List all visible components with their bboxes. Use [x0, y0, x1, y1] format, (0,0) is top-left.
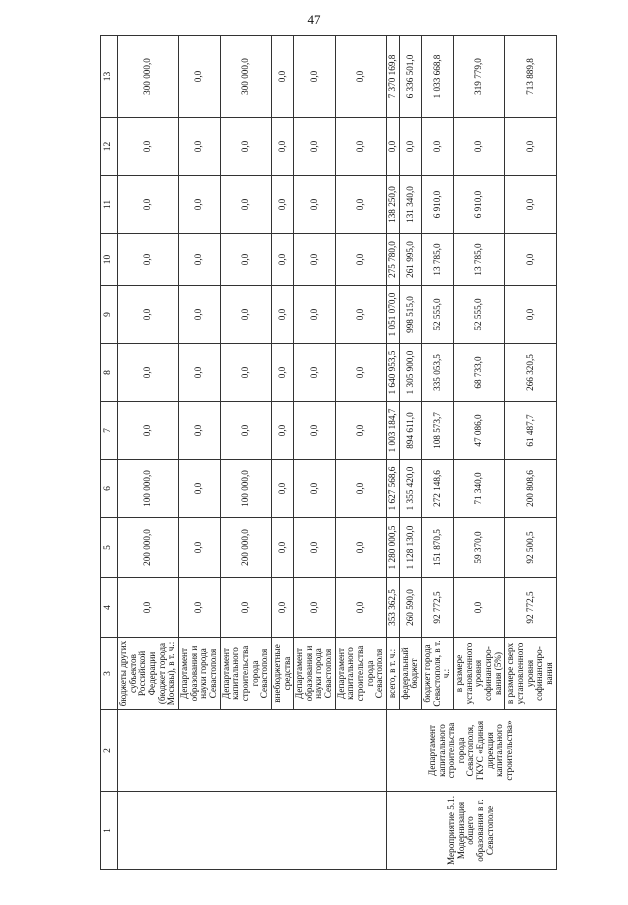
value-cell: 0,0 — [271, 176, 293, 234]
row-label: федеральный бюджет — [399, 638, 421, 710]
value-cell: 1 640 953,5 — [387, 344, 400, 402]
value-cell: 0,0 — [271, 344, 293, 402]
value-cell: 260 590,0 — [399, 578, 421, 638]
value-cell: 1 051 070,0 — [387, 286, 400, 344]
value-cell: 0,0 — [335, 518, 386, 578]
value-cell: 0,0 — [399, 118, 421, 176]
page-number: 47 — [307, 12, 321, 27]
value-cell: 0,0 — [505, 118, 556, 176]
value-cell: 0,0 — [220, 176, 271, 234]
value-cell: 0,0 — [335, 344, 386, 402]
value-cell: 0,0 — [118, 286, 179, 344]
value-cell: 0,0 — [220, 344, 271, 402]
empty-cell — [118, 710, 387, 792]
value-cell: 0,0 — [294, 344, 336, 402]
col-header-13: 13 — [101, 36, 118, 118]
total-cell: 0,0 — [178, 36, 220, 118]
value-cell: 0,0 — [271, 460, 293, 518]
value-cell: 13 785,0 — [422, 234, 454, 286]
total-cell: 0,0 — [271, 36, 293, 118]
value-cell: 275 780,0 — [387, 234, 400, 286]
table-row — [118, 36, 179, 870]
value-cell: 59 370,0 — [454, 518, 505, 578]
value-cell: 0,0 — [422, 118, 454, 176]
value-cell: 138 250,0 — [387, 176, 400, 234]
value-cell: 0,0 — [220, 234, 271, 286]
value-cell: 0,0 — [118, 402, 179, 460]
total-cell: 319 779,0 — [454, 36, 505, 118]
value-cell: 52 555,0 — [422, 286, 454, 344]
value-cell: 61 487,7 — [505, 402, 556, 460]
value-cell: 0,0 — [335, 578, 386, 638]
col-header-5: 5 — [101, 518, 118, 578]
value-cell: 0,0 — [294, 176, 336, 234]
value-cell: 200 000,0 — [220, 518, 271, 578]
value-cell: 0,0 — [118, 344, 179, 402]
value-cell: 0,0 — [118, 118, 179, 176]
value-cell: 0,0 — [118, 176, 179, 234]
row-label: Департамент образования и науки города Севастополя — [294, 638, 336, 710]
value-cell: 0,0 — [294, 286, 336, 344]
value-cell: 0,0 — [178, 344, 220, 402]
value-cell: 0,0 — [178, 286, 220, 344]
total-cell: 0,0 — [335, 36, 386, 118]
value-cell: 894 611,0 — [399, 402, 421, 460]
measure-executor: Департамент капитального строительства города Севастополя, ГКУС «Единая дирекция капитального строительства» — [387, 710, 557, 792]
value-cell: 1 627 568,6 — [387, 460, 400, 518]
value-cell: 100 000,0 — [220, 460, 271, 518]
value-cell: 0,0 — [178, 176, 220, 234]
value-cell: 1 305 900,0 — [399, 344, 421, 402]
row-label: Департамент образования и науки города Севастополя — [178, 638, 220, 710]
row-label: Департамент капитального строительства города Севастополя — [220, 638, 271, 710]
total-cell: 300 000,0 — [118, 36, 179, 118]
value-cell: 0,0 — [220, 578, 271, 638]
value-cell: 0,0 — [335, 402, 386, 460]
col-header-3: 3 — [101, 638, 118, 710]
value-cell: 0,0 — [220, 118, 271, 176]
value-cell: 200 000,0 — [118, 518, 179, 578]
value-cell: 998 515,0 — [399, 286, 421, 344]
value-cell: 0,0 — [335, 234, 386, 286]
col-header-4: 4 — [101, 578, 118, 638]
value-cell: 0,0 — [271, 118, 293, 176]
value-cell: 108 573,7 — [422, 402, 454, 460]
col-header-7: 7 — [101, 402, 118, 460]
col-header-8: 8 — [101, 344, 118, 402]
row-label: в размере установленного уровня софинансиро-вания (5%) — [454, 638, 505, 710]
col-header-12: 12 — [101, 118, 118, 176]
value-cell: 1 355 420,0 — [399, 460, 421, 518]
col-header-11: 11 — [101, 176, 118, 234]
value-cell: 353 362,5 — [387, 578, 400, 638]
value-cell: 200 808,6 — [505, 460, 556, 518]
value-cell: 92 772,5 — [422, 578, 454, 638]
value-cell: 68 733,0 — [454, 344, 505, 402]
row-label: в размере сверх установленного уровня софинансиро-вания — [505, 638, 556, 710]
value-cell: 0,0 — [178, 402, 220, 460]
value-cell: 0,0 — [294, 460, 336, 518]
value-cell: 0,0 — [118, 234, 179, 286]
col-header-10: 10 — [101, 234, 118, 286]
value-cell: 0,0 — [271, 234, 293, 286]
value-cell: 335 053,5 — [422, 344, 454, 402]
value-cell: 0,0 — [178, 518, 220, 578]
header-row — [101, 36, 118, 870]
value-cell: 0,0 — [454, 118, 505, 176]
value-cell: 0,0 — [271, 518, 293, 578]
row-label: Департамент капитального строительства города Севастополя — [335, 638, 386, 710]
value-cell: 0,0 — [271, 286, 293, 344]
total-cell: 1 033 668,8 — [422, 36, 454, 118]
total-cell: 713 889,8 — [505, 36, 556, 118]
value-cell: 6 910,0 — [422, 176, 454, 234]
value-cell: 0,0 — [294, 402, 336, 460]
value-cell: 92 772,5 — [505, 578, 556, 638]
value-cell: 13 785,0 — [454, 234, 505, 286]
row-label: внебюджетные средства — [271, 638, 293, 710]
value-cell: 0,0 — [220, 286, 271, 344]
value-cell: 0,0 — [335, 286, 386, 344]
value-cell: 1 280 000,5 — [387, 518, 400, 578]
value-cell: 0,0 — [294, 118, 336, 176]
row-label: бюджет города Севастополя, в т. ч.: — [422, 638, 454, 710]
value-cell: 261 995,0 — [399, 234, 421, 286]
value-cell: 52 555,0 — [454, 286, 505, 344]
value-cell: 0,0 — [178, 118, 220, 176]
row-label: бюджеты других субъектов Российской Федерации (бюджет города Москвы), в т. ч.: — [118, 638, 179, 710]
value-cell: 0,0 — [118, 578, 179, 638]
value-cell: 151 870,5 — [422, 518, 454, 578]
col-header-2: 2 — [101, 710, 118, 792]
total-cell: 6 336 501,0 — [399, 36, 421, 118]
value-cell: 0,0 — [505, 176, 556, 234]
total-cell: 0,0 — [294, 36, 336, 118]
value-cell: 0,0 — [387, 118, 400, 176]
value-cell: 1 128 130,0 — [399, 518, 421, 578]
col-header-9: 9 — [101, 286, 118, 344]
value-cell: 6 910,0 — [454, 176, 505, 234]
value-cell: 0,0 — [505, 286, 556, 344]
value-cell: 0,0 — [454, 578, 505, 638]
empty-cell — [118, 792, 387, 870]
value-cell: 0,0 — [294, 518, 336, 578]
value-cell: 0,0 — [178, 578, 220, 638]
value-cell: 131 340,0 — [399, 176, 421, 234]
rotated-table-container — [100, 36, 554, 870]
value-cell: 0,0 — [178, 460, 220, 518]
value-cell: 0,0 — [335, 118, 386, 176]
value-cell: 92 500,5 — [505, 518, 556, 578]
value-cell: 0,0 — [294, 578, 336, 638]
budget-table — [100, 35, 557, 870]
value-cell: 0,0 — [271, 402, 293, 460]
col-header-6: 6 — [101, 460, 118, 518]
value-cell: 100 000,0 — [118, 460, 179, 518]
value-cell: 0,0 — [220, 402, 271, 460]
value-cell: 71 340,0 — [454, 460, 505, 518]
value-cell: 0,0 — [294, 234, 336, 286]
value-cell: 1 003 184,7 — [387, 402, 400, 460]
value-cell: 0,0 — [335, 176, 386, 234]
row-label: всего, в т. ч.: — [387, 638, 400, 710]
value-cell: 0,0 — [335, 460, 386, 518]
col-header-1: 1 — [101, 792, 118, 870]
value-cell: 266 320,5 — [505, 344, 556, 402]
value-cell: 0,0 — [505, 234, 556, 286]
value-cell: 0,0 — [178, 234, 220, 286]
value-cell: 272 148,6 — [422, 460, 454, 518]
value-cell: 0,0 — [271, 578, 293, 638]
total-cell: 7 370 169,8 — [387, 36, 400, 118]
table-row — [387, 36, 400, 870]
total-cell: 300 000,0 — [220, 36, 271, 118]
measure-name: Мероприятие 5.1. Модернизация общего образования в г. Севастополе — [387, 792, 557, 870]
value-cell: 47 086,0 — [454, 402, 505, 460]
